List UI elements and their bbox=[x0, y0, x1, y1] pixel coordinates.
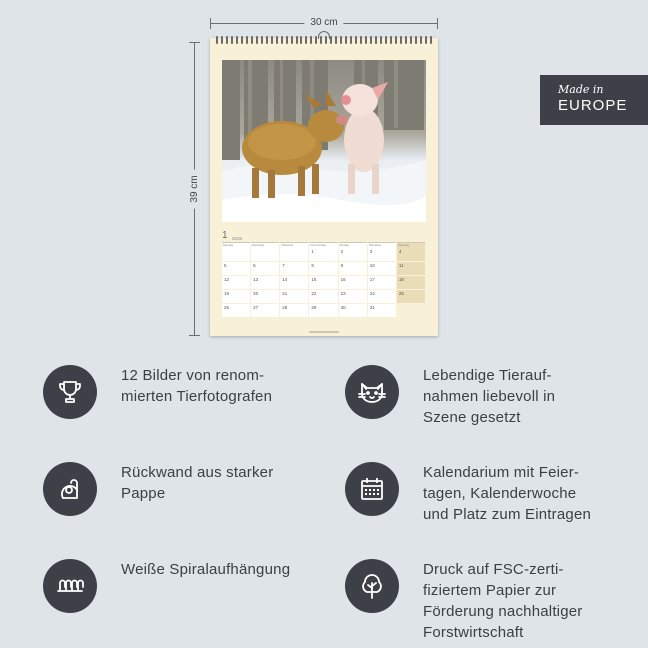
day-name: Donnerstag bbox=[309, 242, 337, 248]
spiral-loop bbox=[305, 36, 307, 44]
day-cell: 25 bbox=[397, 290, 425, 303]
day-cell: 3 bbox=[368, 248, 396, 261]
hanger-hook bbox=[318, 31, 330, 39]
cat-icon bbox=[345, 365, 399, 419]
day-cell: 20 bbox=[251, 290, 279, 303]
feature-text: Lebendige Tierauf- nahmen liebevoll in Szene gesetzt bbox=[423, 367, 556, 426]
day-cell: 9 bbox=[339, 262, 367, 275]
spiral-loop bbox=[221, 36, 223, 44]
spiral-loop bbox=[375, 36, 377, 44]
spiral-loop bbox=[256, 36, 258, 44]
spiral-loop bbox=[246, 36, 248, 44]
day-name: Sonntag bbox=[397, 242, 425, 248]
day-cell: 4 bbox=[397, 248, 425, 261]
spiral-loop bbox=[400, 36, 402, 44]
calendar-grid bbox=[222, 230, 426, 326]
spiral-loop bbox=[231, 36, 233, 44]
spiral-loop bbox=[276, 36, 278, 44]
spiral-loop bbox=[385, 36, 387, 44]
day-cell: 5 bbox=[222, 262, 250, 275]
day-cell: 12 bbox=[222, 276, 250, 289]
spiral-loop bbox=[360, 36, 362, 44]
feature-text: Druck auf FSC-zerti- fiziertem Papier zur Förderung nachhaltiger Forstwirtschaft bbox=[423, 561, 583, 641]
spiral-loop bbox=[226, 36, 228, 44]
day-name: Freitag bbox=[339, 242, 367, 248]
feature-backboard bbox=[43, 462, 273, 516]
day-cell bbox=[222, 248, 250, 261]
day-cell: 23 bbox=[339, 290, 367, 303]
publisher-mark bbox=[309, 331, 339, 333]
day-cell: 17 bbox=[368, 276, 396, 289]
day-cell: 22 bbox=[309, 290, 337, 303]
feature-animal-shots bbox=[345, 365, 555, 428]
day-cell: 2 bbox=[339, 248, 367, 261]
spiral-loop bbox=[380, 36, 382, 44]
spiral-loop bbox=[296, 36, 298, 44]
spiral-loop bbox=[216, 36, 218, 44]
day-cell: 21 bbox=[280, 290, 308, 303]
calendar-icon bbox=[345, 462, 399, 516]
width-dimension bbox=[210, 18, 438, 30]
spiral-loop bbox=[395, 36, 397, 44]
spiral-loop bbox=[241, 36, 243, 44]
spiral-icon bbox=[43, 559, 97, 613]
made-in-europe-badge bbox=[540, 75, 648, 125]
spiral-loop bbox=[410, 36, 412, 44]
spiral-loop bbox=[370, 36, 372, 44]
spiral-loop bbox=[390, 36, 392, 44]
day-cell: 7 bbox=[280, 262, 308, 275]
day-cell: 10 bbox=[368, 262, 396, 275]
day-cell: 27 bbox=[251, 304, 279, 317]
piglets-image bbox=[222, 60, 426, 222]
day-cell bbox=[251, 248, 279, 261]
height-label: 39 cm bbox=[189, 169, 201, 208]
day-cell bbox=[280, 248, 308, 261]
spiral-loop bbox=[365, 36, 367, 44]
day-cell: 11 bbox=[397, 262, 425, 275]
day-cell: 29 bbox=[309, 304, 337, 317]
paper-roll-icon bbox=[43, 462, 97, 516]
day-cell: 14 bbox=[280, 276, 308, 289]
day-cell: 30 bbox=[339, 304, 367, 317]
spiral-loop bbox=[425, 36, 427, 44]
day-name: Samstag bbox=[368, 242, 396, 248]
day-cell: 24 bbox=[368, 290, 396, 303]
spiral-loop bbox=[330, 36, 332, 44]
calendar-year: 2026 bbox=[232, 236, 243, 241]
spiral-loop bbox=[420, 36, 422, 44]
day-name: Dienstag bbox=[251, 242, 279, 248]
day-cell: 15 bbox=[309, 276, 337, 289]
spiral-loop bbox=[335, 36, 337, 44]
spiral-loop bbox=[430, 36, 432, 44]
month-number: 1 bbox=[222, 230, 228, 241]
day-cell: 28 bbox=[280, 304, 308, 317]
spiral-loop bbox=[300, 36, 302, 44]
feature-calendarium bbox=[345, 462, 591, 525]
spiral-loop bbox=[345, 36, 347, 44]
spiral-loop bbox=[355, 36, 357, 44]
day-cell: 1 bbox=[309, 248, 337, 261]
badge-big-text: EUROPE bbox=[558, 97, 628, 114]
day-cell: 18 bbox=[397, 276, 425, 289]
day-cell: 31 bbox=[368, 304, 396, 317]
spiral-loop bbox=[291, 36, 293, 44]
tree-icon bbox=[345, 559, 399, 613]
feature-fsc-paper bbox=[345, 559, 583, 643]
spiral-loop bbox=[350, 36, 352, 44]
feature-text: Rückwand aus starker Pappe bbox=[121, 464, 274, 502]
spiral-loop bbox=[286, 36, 288, 44]
spiral-loop bbox=[261, 36, 263, 44]
day-cell: 26 bbox=[222, 304, 250, 317]
spiral-loop bbox=[340, 36, 342, 44]
day-name: Montag bbox=[222, 242, 250, 248]
spiral-loop bbox=[281, 36, 283, 44]
spiral-loop bbox=[251, 36, 253, 44]
trophy-icon bbox=[43, 365, 97, 419]
spiral-loop bbox=[310, 36, 312, 44]
day-cell: 16 bbox=[339, 276, 367, 289]
height-dimension bbox=[189, 42, 201, 336]
wall-calendar bbox=[210, 38, 438, 336]
spiral-loop bbox=[236, 36, 238, 44]
spiral-loop bbox=[271, 36, 273, 44]
day-cell: 8 bbox=[309, 262, 337, 275]
feature-photographers bbox=[43, 365, 272, 419]
calendar-photo bbox=[222, 60, 426, 222]
day-cell: 13 bbox=[251, 276, 279, 289]
feature-text: Weiße Spiralaufhängung bbox=[121, 561, 291, 578]
spiral-loop bbox=[405, 36, 407, 44]
day-cell: 6 bbox=[251, 262, 279, 275]
feature-text: Kalendarium mit Feier- tagen, Kalenderwoche und Platz zum Eintragen bbox=[423, 464, 592, 523]
spiral-loop bbox=[415, 36, 417, 44]
feature-text: 12 Bilder von renom- mierten Tierfotografen bbox=[121, 367, 273, 405]
badge-script-text: Made in bbox=[558, 83, 604, 96]
spiral-loop bbox=[266, 36, 268, 44]
day-cell bbox=[397, 304, 425, 317]
day-name: Mittwoch bbox=[280, 242, 308, 248]
day-cell: 19 bbox=[222, 290, 250, 303]
feature-spiral bbox=[43, 559, 290, 613]
weeks-grid bbox=[222, 248, 426, 318]
width-label: 30 cm bbox=[304, 17, 343, 29]
